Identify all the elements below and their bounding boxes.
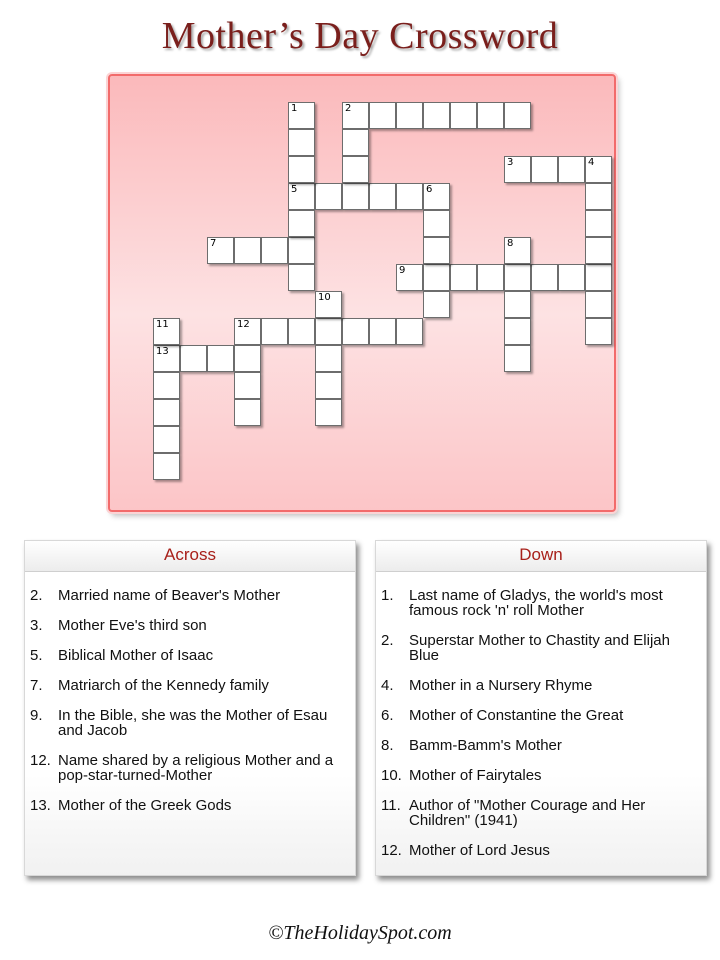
clue-number: 10.	[381, 767, 402, 784]
down-clue	[376, 798, 706, 828]
clue-text: Matriarch of the Kennedy family	[58, 677, 269, 694]
across-clue	[25, 753, 355, 783]
across-clue	[25, 588, 355, 603]
clue-number: 9.	[30, 707, 43, 724]
down-clue	[376, 708, 706, 723]
down-clue	[376, 768, 706, 783]
cell-number: 13	[156, 346, 169, 357]
clue-number: 4.	[381, 677, 394, 694]
clue-text: In the Bible, she was the Mother of Esau and Jacob	[58, 707, 328, 739]
page-title: Mother’s Day Crossword	[161, 15, 559, 57]
clue-number: 6.	[381, 707, 394, 724]
clue-text: Mother Eve's third son	[58, 617, 207, 634]
down-clue	[376, 738, 706, 753]
down-clue	[376, 678, 706, 693]
down-panel	[375, 540, 707, 876]
clue-number: 5.	[30, 647, 43, 664]
cell-number: 6	[426, 184, 433, 195]
clue-number: 7.	[30, 677, 43, 694]
down-clue-list	[376, 572, 706, 858]
clue-text: Mother in a Nursery Rhyme	[409, 677, 593, 694]
cell-number: 2	[345, 103, 352, 114]
clue-number: 3.	[30, 617, 43, 634]
clue-number: 12.	[381, 842, 402, 859]
cell-number: 1	[291, 103, 298, 114]
cell-number: 4	[588, 157, 595, 168]
clue-number: 2.	[381, 632, 394, 649]
down-clue	[376, 633, 706, 663]
cell-number: 9	[399, 265, 406, 276]
clue-text: Name shared by a religious Mother and a pop-star-turned-Mother	[58, 752, 334, 784]
cell-number: 10	[318, 292, 331, 303]
across-clue	[25, 648, 355, 663]
cell-number: 12	[237, 319, 250, 330]
crossword-board	[108, 74, 616, 512]
clue-number: 1.	[381, 587, 394, 604]
clue-text: Last name of Gladys, the world's most famous rock 'n' roll Mother	[409, 587, 663, 619]
clue-text: Married name of Beaver's Mother	[58, 587, 281, 604]
clue-text: Author of "Mother Courage and Her Children" (1941)	[409, 797, 646, 829]
clue-text: Mother of Constantine the Great	[409, 707, 624, 724]
cell-number: 3	[507, 157, 514, 168]
down-clue	[376, 843, 706, 858]
cell-number: 7	[210, 238, 217, 249]
down-clue	[376, 588, 706, 618]
cell-number: 11	[156, 319, 169, 330]
across-clue	[25, 618, 355, 633]
copyright-footer: ©TheHolidaySpot.com	[268, 922, 452, 944]
clue-text: Mother of Lord Jesus	[409, 842, 550, 859]
across-clue	[25, 678, 355, 693]
clue-text: Superstar Mother to Chastity and Elijah Blue	[409, 632, 670, 664]
down-heading: Down	[376, 541, 706, 572]
cell-number: 8	[507, 238, 514, 249]
clue-number: 12.	[30, 752, 51, 769]
cell-number: 5	[291, 184, 298, 195]
across-heading: Across	[25, 541, 355, 572]
clue-number: 2.	[30, 587, 43, 604]
clue-text: Biblical Mother of Isaac	[58, 647, 214, 664]
clue-text: Mother of the Greek Gods	[58, 797, 232, 814]
across-clue	[25, 798, 355, 813]
clue-number: 8.	[381, 737, 394, 754]
across-clue-list	[25, 572, 355, 813]
clue-text: Bamm-Bamm's Mother	[409, 737, 562, 754]
clue-text: Mother of Fairytales	[409, 767, 542, 784]
across-panel	[24, 540, 356, 876]
clue-number: 13.	[30, 797, 51, 814]
clue-number: 11.	[381, 797, 401, 814]
across-clue	[25, 708, 355, 738]
